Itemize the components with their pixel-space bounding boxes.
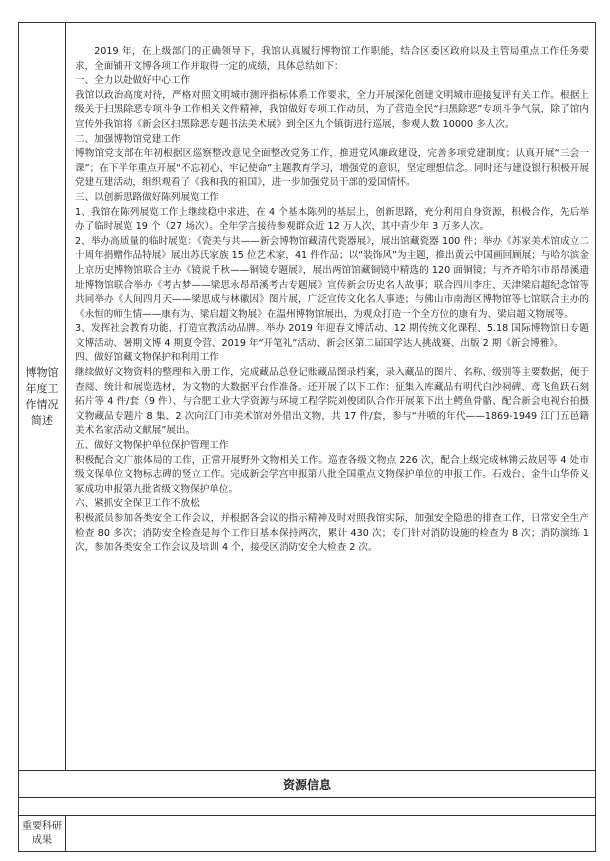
paragraph: 积极派员参加各类安全工作会议，并根据各会议的指示精神及时对照我馆实际，加强安全隐患的排查工作，日常安全生产检查 80 多次；消防安全检查是每个工作日基本保持两次，累计 430 次；专门针对消防设施的检查为 8 次；消防演练 1 次，参加各类安全工作会议及培训 4 个，接受区消防安全大检查 2 次。 (75, 513, 589, 554)
paragraph: 五、做好文物保护单位保护管理工作 (75, 440, 229, 452)
paragraph: 继续做好文物资料的整理和入册工作，完成藏品总登记账藏品图录档案，录入藏品的图片、名称、级别等主要数据，便于查阅、统计和展览选材，为文物的大数据平台作准备。还开展了以下工作：征集入库藏品有明代白沙祠碑、鸢飞鱼跃石刻拓片等 4 件/套（9 件）、与合肥工业大学资源与环境工程学院刘俊团队合作开展莱下出土鳄鱼骨骼、配合新会电视台拍摄文物藏品专题片 8 集、2 次向江门市美术馆对外借出文物，共 17 件/套，参与“井喷的年代——1869-1949 江门五邑籍美术名家活动文献展”展出。 (75, 367, 589, 437)
research-label-cell (19, 816, 66, 851)
paragraph: 一、全力以赴做好中心工作 (75, 75, 191, 87)
report-form (18, 22, 596, 852)
row-label-cell (19, 23, 66, 770)
paragraph: 博物馆党支部在年初根据区巡察整改意见全面整改党务工作，推进党风廉政建设，完善多项党建制度；认真开展“三会一课”；在下半年重点开展“不忘初心、牢记使命”主题教育学习，增强党的意识，坚定理想信念。同时还与建设银行积极开展党建互建活动，组织观看了《我和我的祖国》，进一步加强党员干部的爱国情怀。 (75, 148, 589, 189)
paragraph: 三、以创新思路做好陈列展览工作 (75, 191, 219, 203)
paragraph: 二、加强博物馆党建工作 (75, 133, 181, 145)
paragraph: 2、举办高质量的临时展览：《瓷美与共——新会博物馆藏清代瓷器展》，展出馆藏瓷器 100 件；举办《苏家美术馆成立二十周年捐赠作品特展》展出苏氏家族 15 位艺术家，41 件作品；以“装饰风”为主题，推出黄云中国画回顾展；与哈尔滨金上京历史博物馆联合主办《镜说千秋——铜镜专题展》，展出两馆馆藏铜镜中精选的 120 面铜镜；与齐齐哈尔市昂昂溪遗址博物馆联合举办《考古梦——梁思永昂昂溪考古专题展》宣传新会历史名人故事；联合四川李庄、天津梁启超纪念馆等共同举办《人间四月天——梁思成与林徽因》图片展，广泛宣传文化名人事迹；与佛山市南海区博物馆等七馆联合主办的《永恒的师生情——康有为、梁启超文物展》在温州博物馆展出，为观众打造一个全方位的康有为、梁启超文物展等。 (75, 235, 589, 320)
paragraph: 3、发挥社会教育功能，打造宣教活动品牌。举办 2019 年迎春文博活动、12 期传统文化课程、5.18 国际博物馆日专题文博活动、暑期文博 4 期夏令营、2019 年“开笔礼”活动、新会区第二届国学达人挑战赛、出版 2 期《新会博雅》。 (75, 323, 589, 349)
blank-row (19, 798, 595, 816)
paragraph: 1、我馆在陈列展览工作上继续稳中求进，在 4 个基本陈列的基层上，创新思路，充分利用自身资源，积极合作，先后举办了临时展览 19 个（27 场次）。全年学言接待参观群众近 12 万人次，其中青少年 3 万多人次。 (75, 206, 589, 233)
paragraph: 四、做好馆藏文物保护和利用工作 (75, 352, 219, 364)
paragraph: 积极配合文广旅体局的工作，正常开展野外文物相关工作。巡查各级文物点 226 次，配合上级完成林锵云故居等 4 处市级文保单位文物标志碑的竖立工作。完成新会学宫申报第八批全国重点文物保护单位的申报工作。石戏台、金牛山华侨义冢成功申报第九批省级文物保护单位。 (75, 454, 589, 495)
resources-header-row (19, 770, 595, 798)
paragraph: 2019 年，在上级部门的正确领导下，我馆认真履行博物馆工作职能，结合区委区政府以及主管局重点工作任务要求，全面铺开文博各项工作并取得一定的成绩，具体总结如下： (75, 46, 589, 72)
paragraph: 六、紧抓安全保卫工作不放松 (75, 498, 200, 510)
research-label: 重要科研成果 (22, 820, 62, 846)
row-label: 博物馆年度工作情况简述 (25, 365, 59, 427)
paragraph: 我馆以政治高度对待，严格对照文明城市测评指标体系工作要求，全力开展深化创建文明城市迎接复评有关工作。根据上级关于扫黑除恶专项斗争工作相关文件精神，我馆做好专项工作动员，为了营造全民“扫黑除恶”专项斗争气氛，除了馆内宣传外我馆将《新会区扫黑除恶专题书法美术展》到全区九个镇街进行巡展，参观人数 10000 多人次。 (75, 89, 589, 130)
resources-header: 资源信息 (282, 777, 331, 792)
summary-content (67, 23, 595, 770)
